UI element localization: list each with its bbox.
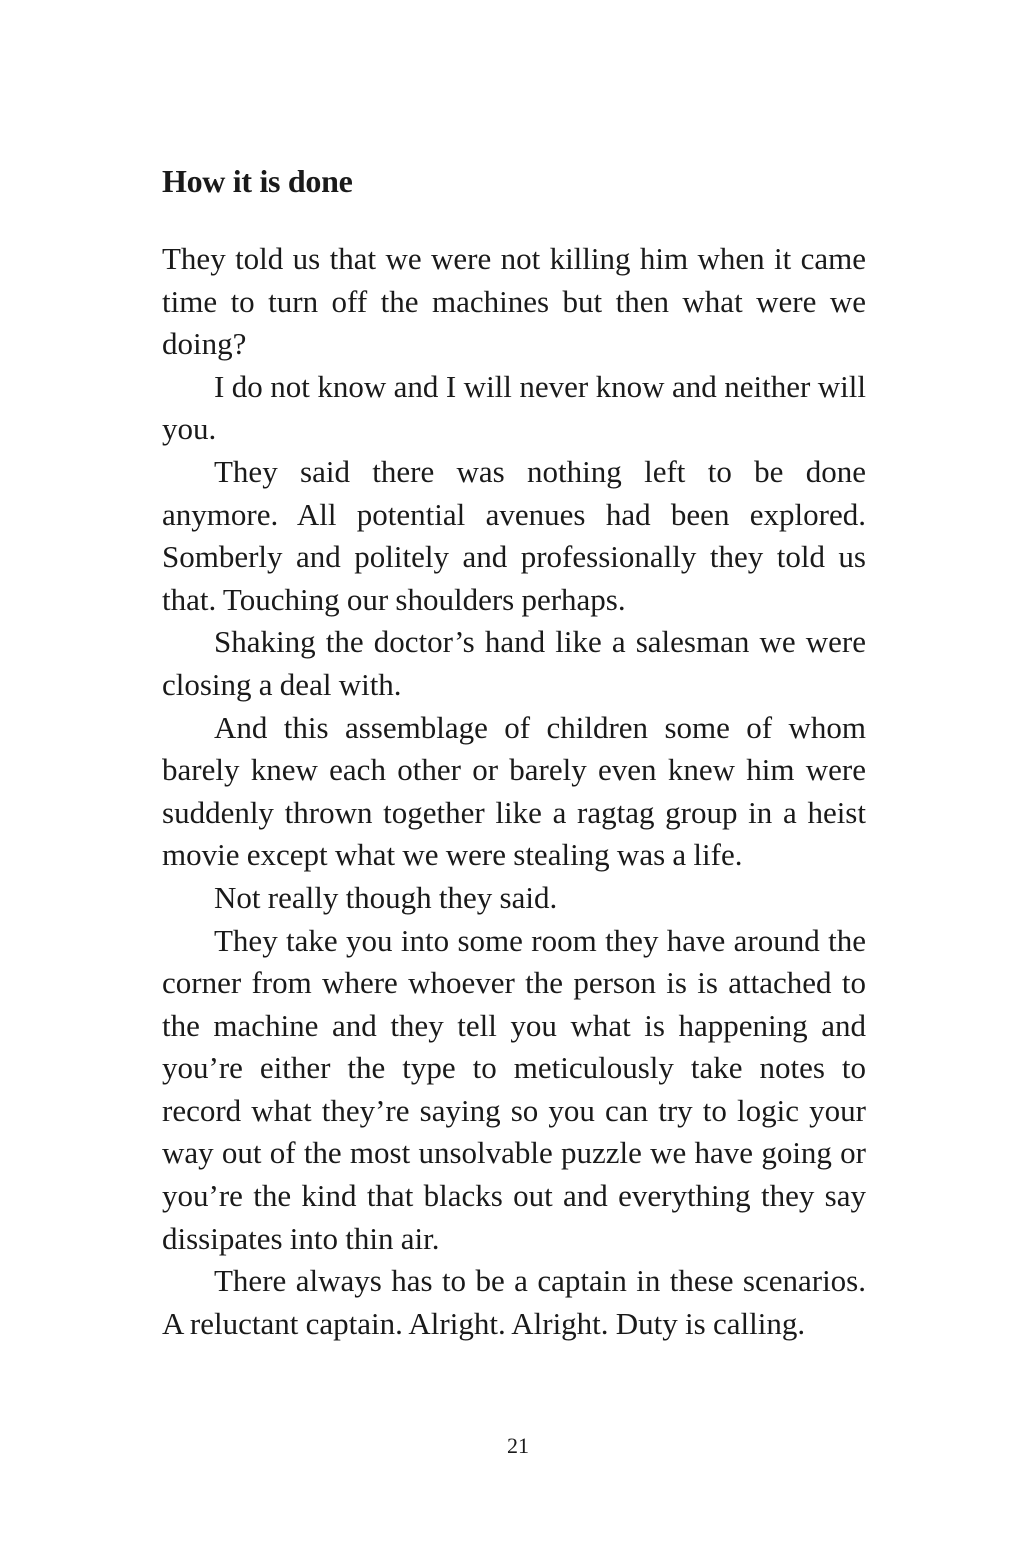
paragraph-6: Not really though they said. [214,879,558,915]
paragraph-7: They take you into some room they have around the corner from where whoever the person is is attached to the machine and they tell you what is happening and you’re either the type to meticulously take notes to record what they’re saying so you can try to logic your way out of the most unsolvable puzzle we have going or you’re the kind that blacks out and everything they say dissipates into thin air. [162,922,866,1256]
paragraph-1: They told us that we were not killing him when it came time to turn off the machines but then what were we doing? [162,241,866,362]
body-text [162,238,866,1345]
paragraph-5: And this assemblage of children some of whom barely knew each other or barely even knew him were suddenly thrown together like a ragtag group in a heist movie except what we were stealing was a life. [162,709,866,873]
page-number: 21 [507,1433,529,1458]
paragraph-8: There always has to be a captain in these scenarios. A reluctant captain. Alright. Alright. Duty is calling. [162,1263,866,1341]
paragraph-2: I do not know and I will never know and neither will you. [162,368,866,447]
paragraph-4: Shaking the doctor’s hand like a salesman we were closing a deal with. [162,624,866,702]
paragraph-3: They said there was nothing left to be done anymore. All potential avenues had been explored. Somberly and politely and professionally they told us that. Touching our shoulders perhaps. [162,453,866,617]
chapter-title: How it is done [162,163,353,199]
